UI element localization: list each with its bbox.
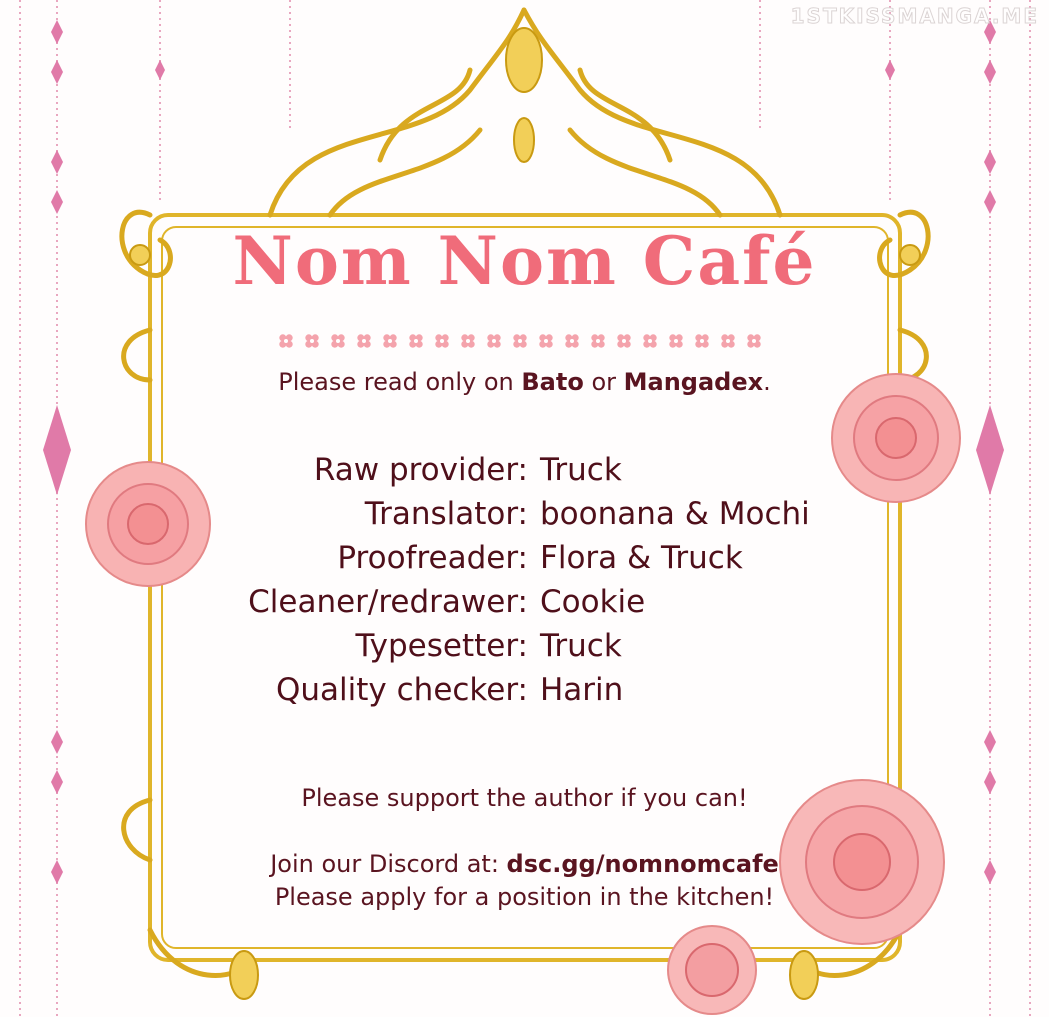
divider-flower-icon [513, 334, 526, 347]
divider-flower-icon [279, 334, 292, 347]
credit-row [0, 672, 1049, 716]
reading-notice [0, 368, 1049, 396]
divider-flower-icon [383, 334, 396, 347]
credit-row [0, 496, 1049, 540]
divider-flower-icon [565, 334, 578, 347]
rose-bottom-small [668, 926, 756, 1014]
divider-flower-icon [747, 334, 760, 347]
divider-flower-icon [435, 334, 448, 347]
flower-divider-icon [276, 330, 772, 352]
divider-flower-icon [617, 334, 630, 347]
discord-prefix: Join our Discord at: [270, 850, 507, 878]
divider-flower-icon [461, 334, 474, 347]
discord-link[interactable]: dsc.gg/nomnomcafe [506, 850, 779, 878]
credit-name: Cookie [540, 584, 646, 620]
site-mangadex: Mangadex [623, 368, 764, 396]
credit-role: Raw provider: [313, 452, 528, 488]
divider-flower-icon [591, 334, 604, 347]
notice-prefix: Please read only on [278, 368, 522, 396]
credit-role: Proofreader: [337, 540, 528, 576]
divider-flower-icon [669, 334, 682, 347]
page-title: Nom Nom Café [232, 222, 817, 300]
credit-row [0, 452, 1049, 496]
watermark: 1STKISSMANGA.ME [790, 4, 1039, 28]
divider-flower-icon [695, 334, 708, 347]
credit-role: Quality checker: [276, 672, 528, 708]
notice-suffix: . [763, 368, 771, 396]
site-bato: Bato [521, 368, 584, 396]
notice-middle: or [583, 368, 624, 396]
credit-row [0, 540, 1049, 584]
credit-role: Translator: [364, 496, 528, 532]
credit-row [0, 628, 1049, 672]
divider-flower-icon [331, 334, 344, 347]
divider-flower-icon [409, 334, 422, 347]
support-text: Please support the author if you can! [301, 784, 748, 812]
apply-text: Please apply for a position in the kitchen! [274, 883, 775, 911]
divider-flower-icon [357, 334, 370, 347]
credit-name: boonana & Mochi [540, 496, 810, 532]
credit-name: Flora & Truck [540, 540, 743, 576]
divider-flower-icon [305, 334, 318, 347]
credit-role: Typesetter: [355, 628, 528, 664]
divider-flower-icon [721, 334, 734, 347]
credit-name: Harin [540, 672, 624, 708]
divider-flower-icon [539, 334, 552, 347]
credit-name: Truck [540, 452, 622, 488]
divider-flower-icon [487, 334, 500, 347]
divider-flower-icon [643, 334, 656, 347]
discord-line [0, 850, 1049, 878]
credit-row [0, 584, 1049, 628]
credit-role: Cleaner/redrawer: [248, 584, 528, 620]
credit-name: Truck [540, 628, 622, 664]
